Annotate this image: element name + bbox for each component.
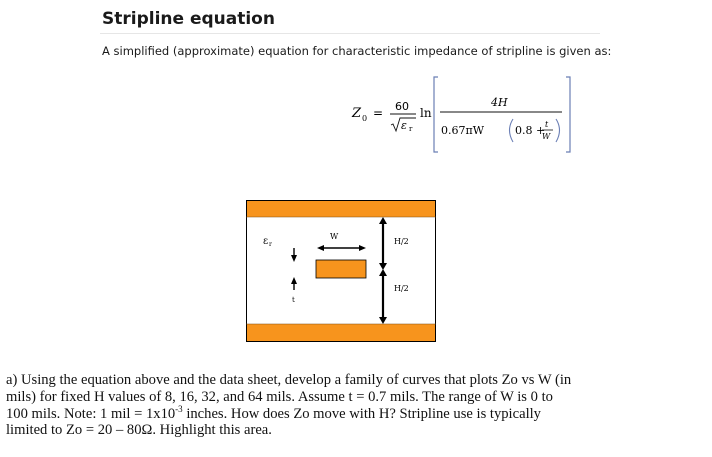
question-line-part: inches. How does Zo move with H? Stripline use is typically (182, 405, 541, 422)
equation-denominator: ε (401, 119, 407, 132)
bottom-ground-plane (247, 324, 435, 341)
top-ground-plane (247, 201, 435, 217)
h-top-label: H/2 (394, 237, 409, 246)
question-text (6, 372, 706, 439)
signal-strip (316, 260, 366, 278)
exponent: -3 (175, 403, 183, 414)
question-line (6, 403, 706, 423)
stripline-cross-section (246, 200, 436, 342)
inner-paren-prefix: 0.8 + (515, 124, 546, 137)
h-bottom-label: H/2 (394, 284, 409, 293)
inner-denominator-prefix: 0.67πW (441, 124, 485, 137)
impedance-equation (340, 72, 580, 162)
t-label: t (292, 296, 295, 304)
equation-numerator: 60 (395, 100, 409, 113)
equation-lhs-sub: 0 (362, 114, 368, 123)
equation-denominator-sub: r (409, 125, 413, 133)
question-line: mils) for fixed H values of 8, 16, 32, and 64 mils. Assume t = 0.7 mils. The range of W is 0 to (6, 388, 553, 405)
frac-t: t (545, 120, 549, 129)
inner-numerator: 4H (491, 96, 508, 109)
left-bracket (434, 77, 438, 152)
title-divider (100, 33, 600, 34)
epsilon-sub: r (269, 241, 272, 248)
equation-lhs: Z (352, 106, 362, 121)
w-label: W (330, 232, 339, 241)
right-bracket (566, 77, 570, 152)
question-line: a) Using the equation above and the data sheet, develop a family of curves that plots Zo vs W (in (6, 372, 572, 388)
left-paren (510, 119, 514, 142)
intro-text: A simplified (approximate) equation for characteristic impedance of stripline is given as: (102, 44, 612, 58)
question-line-part: 100 mils. Note: 1 mil = 1x10 (6, 405, 176, 422)
equation-equals: = (373, 106, 384, 120)
right-paren (556, 119, 560, 142)
epsilon-label: ε (263, 236, 269, 247)
page-title: Stripline equation (102, 9, 275, 29)
question-line: limited to Zo = 20 – 80Ω. Highlight this area. (6, 422, 272, 439)
equation-ln: ln (420, 106, 432, 120)
frac-w: W (542, 132, 551, 141)
